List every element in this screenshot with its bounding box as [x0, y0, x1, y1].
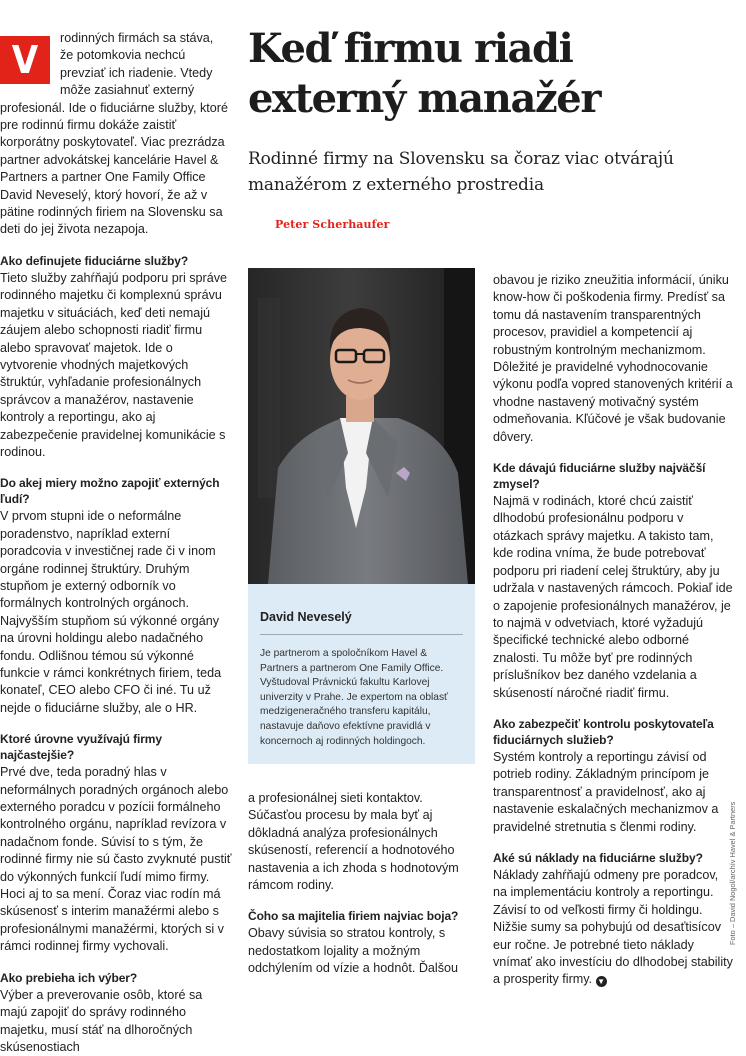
answer: Obavy súvisia so stratou kontroly, s nedostatkom lojality a možným odchýlením od vízie a hodnôt. Ďalšou [248, 926, 459, 976]
question: Ako definujete fiduciárne služby? [0, 253, 189, 268]
question: Čoho sa majitelia firiem najviac boja? [248, 909, 459, 924]
end-of-article-icon: ▼ [597, 977, 606, 987]
question: Kde dávajú fiduciárne služby najväčší zmysel? [493, 461, 706, 492]
portrait-illustration [248, 268, 475, 584]
answer: Tieto služby zahŕňajú podporu pri správe rodinného majetku či komplexnú správu majetku v situáciách, keď deti nemajú záujem alebo schopnosti riadiť firmu alebo spravovať majetok. Ide o vytvorenie vhodných majetkových štruktúr, vyhľadanie profesionálnych správcov a manažérov, nastavenie kontroly a reportingu, ako aj zabezpečenie pravidelnej komunikácie s rodinou. [0, 270, 228, 459]
bio-name: David Neveselý [260, 610, 463, 635]
answer: obavou je riziko zneužitia informácií, úniku know-how či poškodenia firmy. Predísť sa tomu dá nastavením transparentných procesov, pravidiel a kompetencií aj robustným kontrolným mechanizmom. Dôležité je pravidelné vyhodnocovanie výkonu podľa vopred stanovených kritérií a vhodne nastavený motivačný systém odmeňovania. Kľúčové je však budovanie dôvery. [493, 273, 733, 444]
subheadline: Rodinné firmy na Slovensku sa čoraz viac otvárajú manažérom z externého prostredia [248, 149, 674, 195]
intro-rest: profesionál. Ide o fiduciárne služby, ktoré pre rodinnú firmu dokáže zaistiť korporátny poskytovateľ. Viac prezrádza partner advokátskej kancelárie Havel & Partners a partner One Family Office David Neveselý, ktorý hovorí, že až v pätine rodinných firiem na Slovensku sa deti do jej života nezapoja. [0, 100, 228, 237]
answer: Výber a preverovanie osôb, ktoré sa majú zapojiť do správy rodinného majetku, musí stáť na dlhoročných skúsenostiach [0, 987, 203, 1054]
answer: Prvé dve, teda poradný hlas v neformálnych poradných orgánoch alebo externého poradcu v pozícii formálneho kontrolného orgánu, napríklad revízora v nadačnom fonde. Súvisí to s tým, že rodinné firmy nie sú často zvyknuté pustiť do výkonných funkcií ľudí mimo firmy. Hoci aj to sa mení. Čoraz viac rodín má skúsenosť s interim manažérmi alebo s profesionálnymi manažérmi, ktorých si v rámci rodinnej firmy vychovali. [0, 765, 232, 954]
author-byline: Peter Scherhaufer [275, 218, 390, 231]
intro-line: prevziať ich riadenie. Vtedy [60, 65, 213, 80]
answer: V prvom stupni ide o neformálne poradenstvo, napríklad externí poradcovia v investičnej rade či v inom orgáne rodinnej štruktúry. Druhým stupňom je externý odborník vo formálnych kontrolných orgánoch. Najvyšším stupňom sú výkonné orgány na úrovni holdingu alebo nadačného fondu. Odlišnou témou sú výkonné funkcie v rámci konkrétnych firiem, teda konateľ, CEO alebo CFO či iné. Tu už nejde o fiduciárne služby, ale o HR. [0, 509, 222, 715]
article-column-middle [248, 790, 466, 978]
article-column-left [0, 30, 232, 1056]
question: Aké sú náklady na fiduciárne služby? [493, 850, 703, 865]
portrait-photo [248, 268, 475, 584]
bio-text: Je partnerom a spoločníkom Havel & Partners a partnerom One Family Office. Vyštudoval Právnickú fakultu Karlovej univerzity v Prahe. Je expertom na oblasť medzigeneračného transferu kapitálu, nastavuje daňovo efektívne pravidlá v koncernoch aj rodinných holdingoch. [260, 648, 448, 747]
question: Ako zabezpečiť kontrolu poskytovateľa fiduciárnych služieb? [493, 716, 714, 747]
answer: a profesionálnej sieti kontaktov. Súčasťou procesu by mala byť aj dôkladná analýza profesionálnych skúseností, referencií a hodnotového nastavenia a ich zhoda s hodnotovým rámcom rodiny. [248, 791, 459, 893]
answer: Systém kontroly a reportingu závisí od potrieb rodiny. Základným princípom je transparentnosť a pravidelnosť, ako aj nastavenie eskalačných mechanizmov a pravidelné stretnutia s členmi rodiny. [493, 749, 719, 834]
question: Ktoré úrovne využívajú firmy najčastejšie? [0, 732, 162, 763]
answer: Náklady zahŕňajú odmeny pre poradcov, na implementáciu kontroly a reportingu. Závisí to od veľkosti firmy či holdingu. Nižšie sumy sa pohybujú od desaťtisícov eur ročne. Je potrebné tieto náklady vnímať ako investíciu do dlhodobej stability a prosperity firmy. [493, 867, 733, 987]
intro-line: že potomkovia nechcú [60, 48, 186, 63]
dropcap: V [0, 36, 50, 84]
answer: Najmä v rodinách, ktoré chcú zaistiť dlhodobú profesionálnu podporu v otázkach správy majetku. A takisto tam, kde rodina vníma, že bude potrebovať podporu pri riadení celej štruktúry, aby ju udržala v nastavených rámcoch. Pokiaľ ide o zapojenie profesionálnych manažérov, je to najmä v odvetviach, ktoré vyžadujú špecifické technické alebo odborné znalosti. Tu môže byť pre rodinných príslušníkov bez daného vzdelania a skúseností náročné riadiť firmu. [493, 494, 733, 700]
intro-paragraph [0, 30, 232, 239]
intro-line: rodinných firmách sa stáva, [60, 31, 214, 45]
bio-box [248, 584, 475, 764]
intro-line: môže zasiahnuť externý [60, 83, 195, 98]
photo-credit: Foto – David Nogol/archív Havel & Partners [728, 801, 737, 945]
headline: Keď firmu riadi externý manažér [248, 25, 601, 122]
article-column-right [493, 272, 733, 989]
question: Do akej miery možno zapojiť externých ľudí? [0, 476, 220, 507]
question: Ako prebieha ich výber? [0, 970, 138, 985]
